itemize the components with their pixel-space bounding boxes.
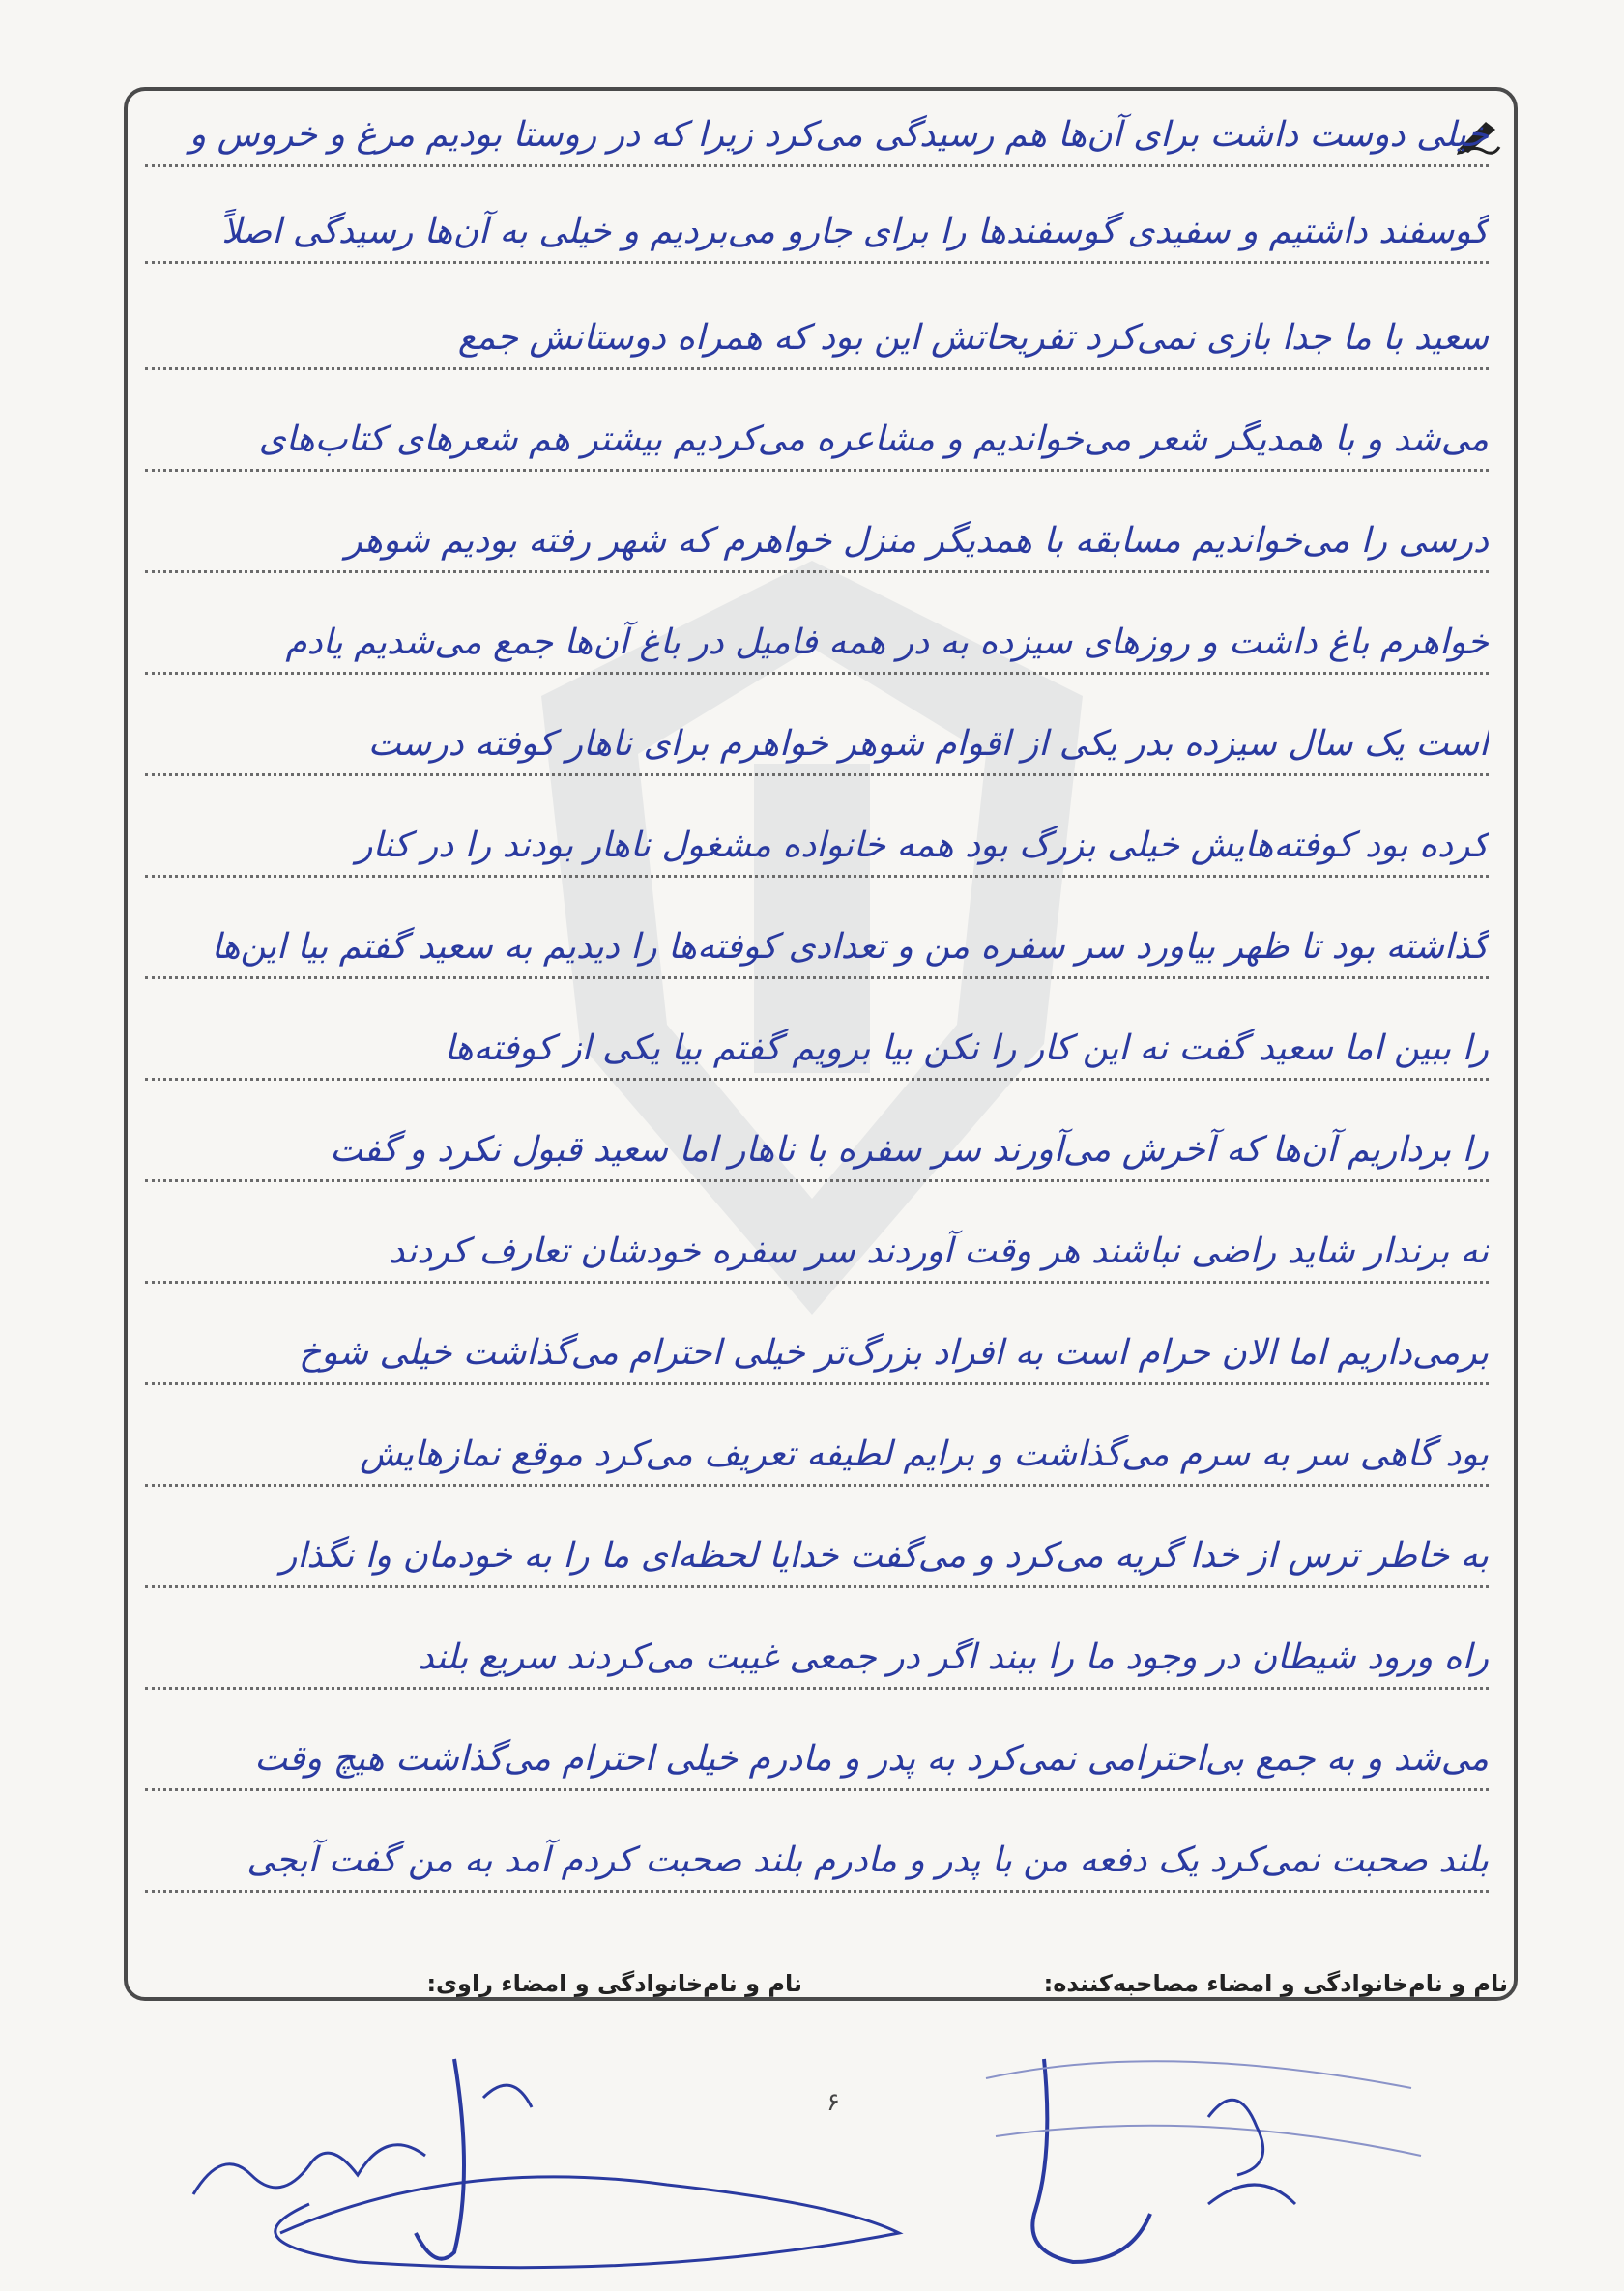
- handwritten-line: می‌شد و با همدیگر شعر می‌خواندیم و مشاعره می‌کردیم بیشتر هم شعرهای کتاب‌های: [145, 411, 1489, 472]
- interviewer-signature: [967, 2020, 1450, 2272]
- page-number: ۶: [826, 2088, 840, 2117]
- handwritten-line: خیلی دوست داشت برای آن‌ها هم رسیدگی می‌کرد زیرا که در روستا بودیم مرغ و خروس و: [145, 106, 1489, 167]
- signature-labels: [145, 1970, 1508, 2009]
- narrator-signature: [164, 2040, 938, 2272]
- interviewer-signature-label: نام و نام‌خانوادگی و امضاء مصاحبه‌کننده:: [1043, 1970, 1508, 1997]
- handwritten-line: را ببین اما سعید گفت نه این کار را نکن بیا برویم گفتم بیا یکی از کوفته‌ها: [145, 1020, 1489, 1081]
- handwritten-line: می‌شد و به جمع بی‌احترامی نمی‌کرد به پدر و مادرم خیلی احترام می‌گذاشت هیچ وقت: [145, 1730, 1489, 1791]
- handwritten-line: است یک سال سیزده بدر یکی از اقوام شوهر خواهرم برای ناهار کوفته درست: [145, 715, 1489, 776]
- handwritten-line: بلند صحبت نمی‌کرد یک دفعه من با پدر و مادرم بلند صحبت کردم آمد به من گفت آبجی: [145, 1832, 1489, 1893]
- handwritten-line: درسی را می‌خواندیم مسابقه با همدیگر منزل خواهرم که شهر رفته بودیم شوهر: [145, 512, 1489, 573]
- handwritten-line: کرده بود کوفته‌هایش خیلی بزرگ بود همه خانواده مشغول ناهار بودند را در کنار: [145, 817, 1489, 878]
- handwritten-line: نه برندار شاید راضی نباشند هر وقت آوردند سر سفره خودشان تعارف کردند: [145, 1223, 1489, 1284]
- handwritten-line: بود گاهی سر به سرم می‌گذاشت و برایم لطیفه تعریف می‌کرد موقع نمازهایش: [145, 1426, 1489, 1487]
- handwritten-line: برمی‌داریم اما الان حرام است به افراد بزرگ‌تر خیلی احترام می‌گذاشت خیلی شوخ: [145, 1324, 1489, 1385]
- handwritten-line: گوسفند داشتیم و سفیدی گوسفندها را برای جارو می‌بردیم و خیلی به آن‌ها رسیدگی اصلاً: [145, 203, 1489, 264]
- narrator-signature-label: نام و نام‌خانوادگی و امضاء راوی:: [426, 1970, 802, 1997]
- handwritten-line: را برداریم آن‌ها که آخرش می‌آورند سر سفره با ناهار اما سعید قبول نکرد و گفت: [145, 1121, 1489, 1182]
- handwritten-line: به خاطر ترس از خدا گریه می‌کرد و می‌گفت خدایا لحظه‌ای ما را به خودمان وا نگذار: [145, 1527, 1489, 1588]
- handwritten-line: خواهرم باغ داشت و روزهای سیزده به در همه فامیل در باغ آن‌ها جمع می‌شدیم یادم: [145, 614, 1489, 675]
- handwritten-line: راه ورود شیطان در وجود ما را ببند اگر در جمعی غیبت می‌کردند سریع بلند: [145, 1629, 1489, 1690]
- handwritten-line: گذاشته بود تا ظهر بیاورد سر سفره من و تعدادی کوفته‌ها را دیدیم به سعید گفتم بیا این‌ها: [145, 918, 1489, 979]
- handwritten-line: سعید با ما جدا بازی نمی‌کرد تفریحاتش این بود که همراه دوستانش جمع: [145, 309, 1489, 370]
